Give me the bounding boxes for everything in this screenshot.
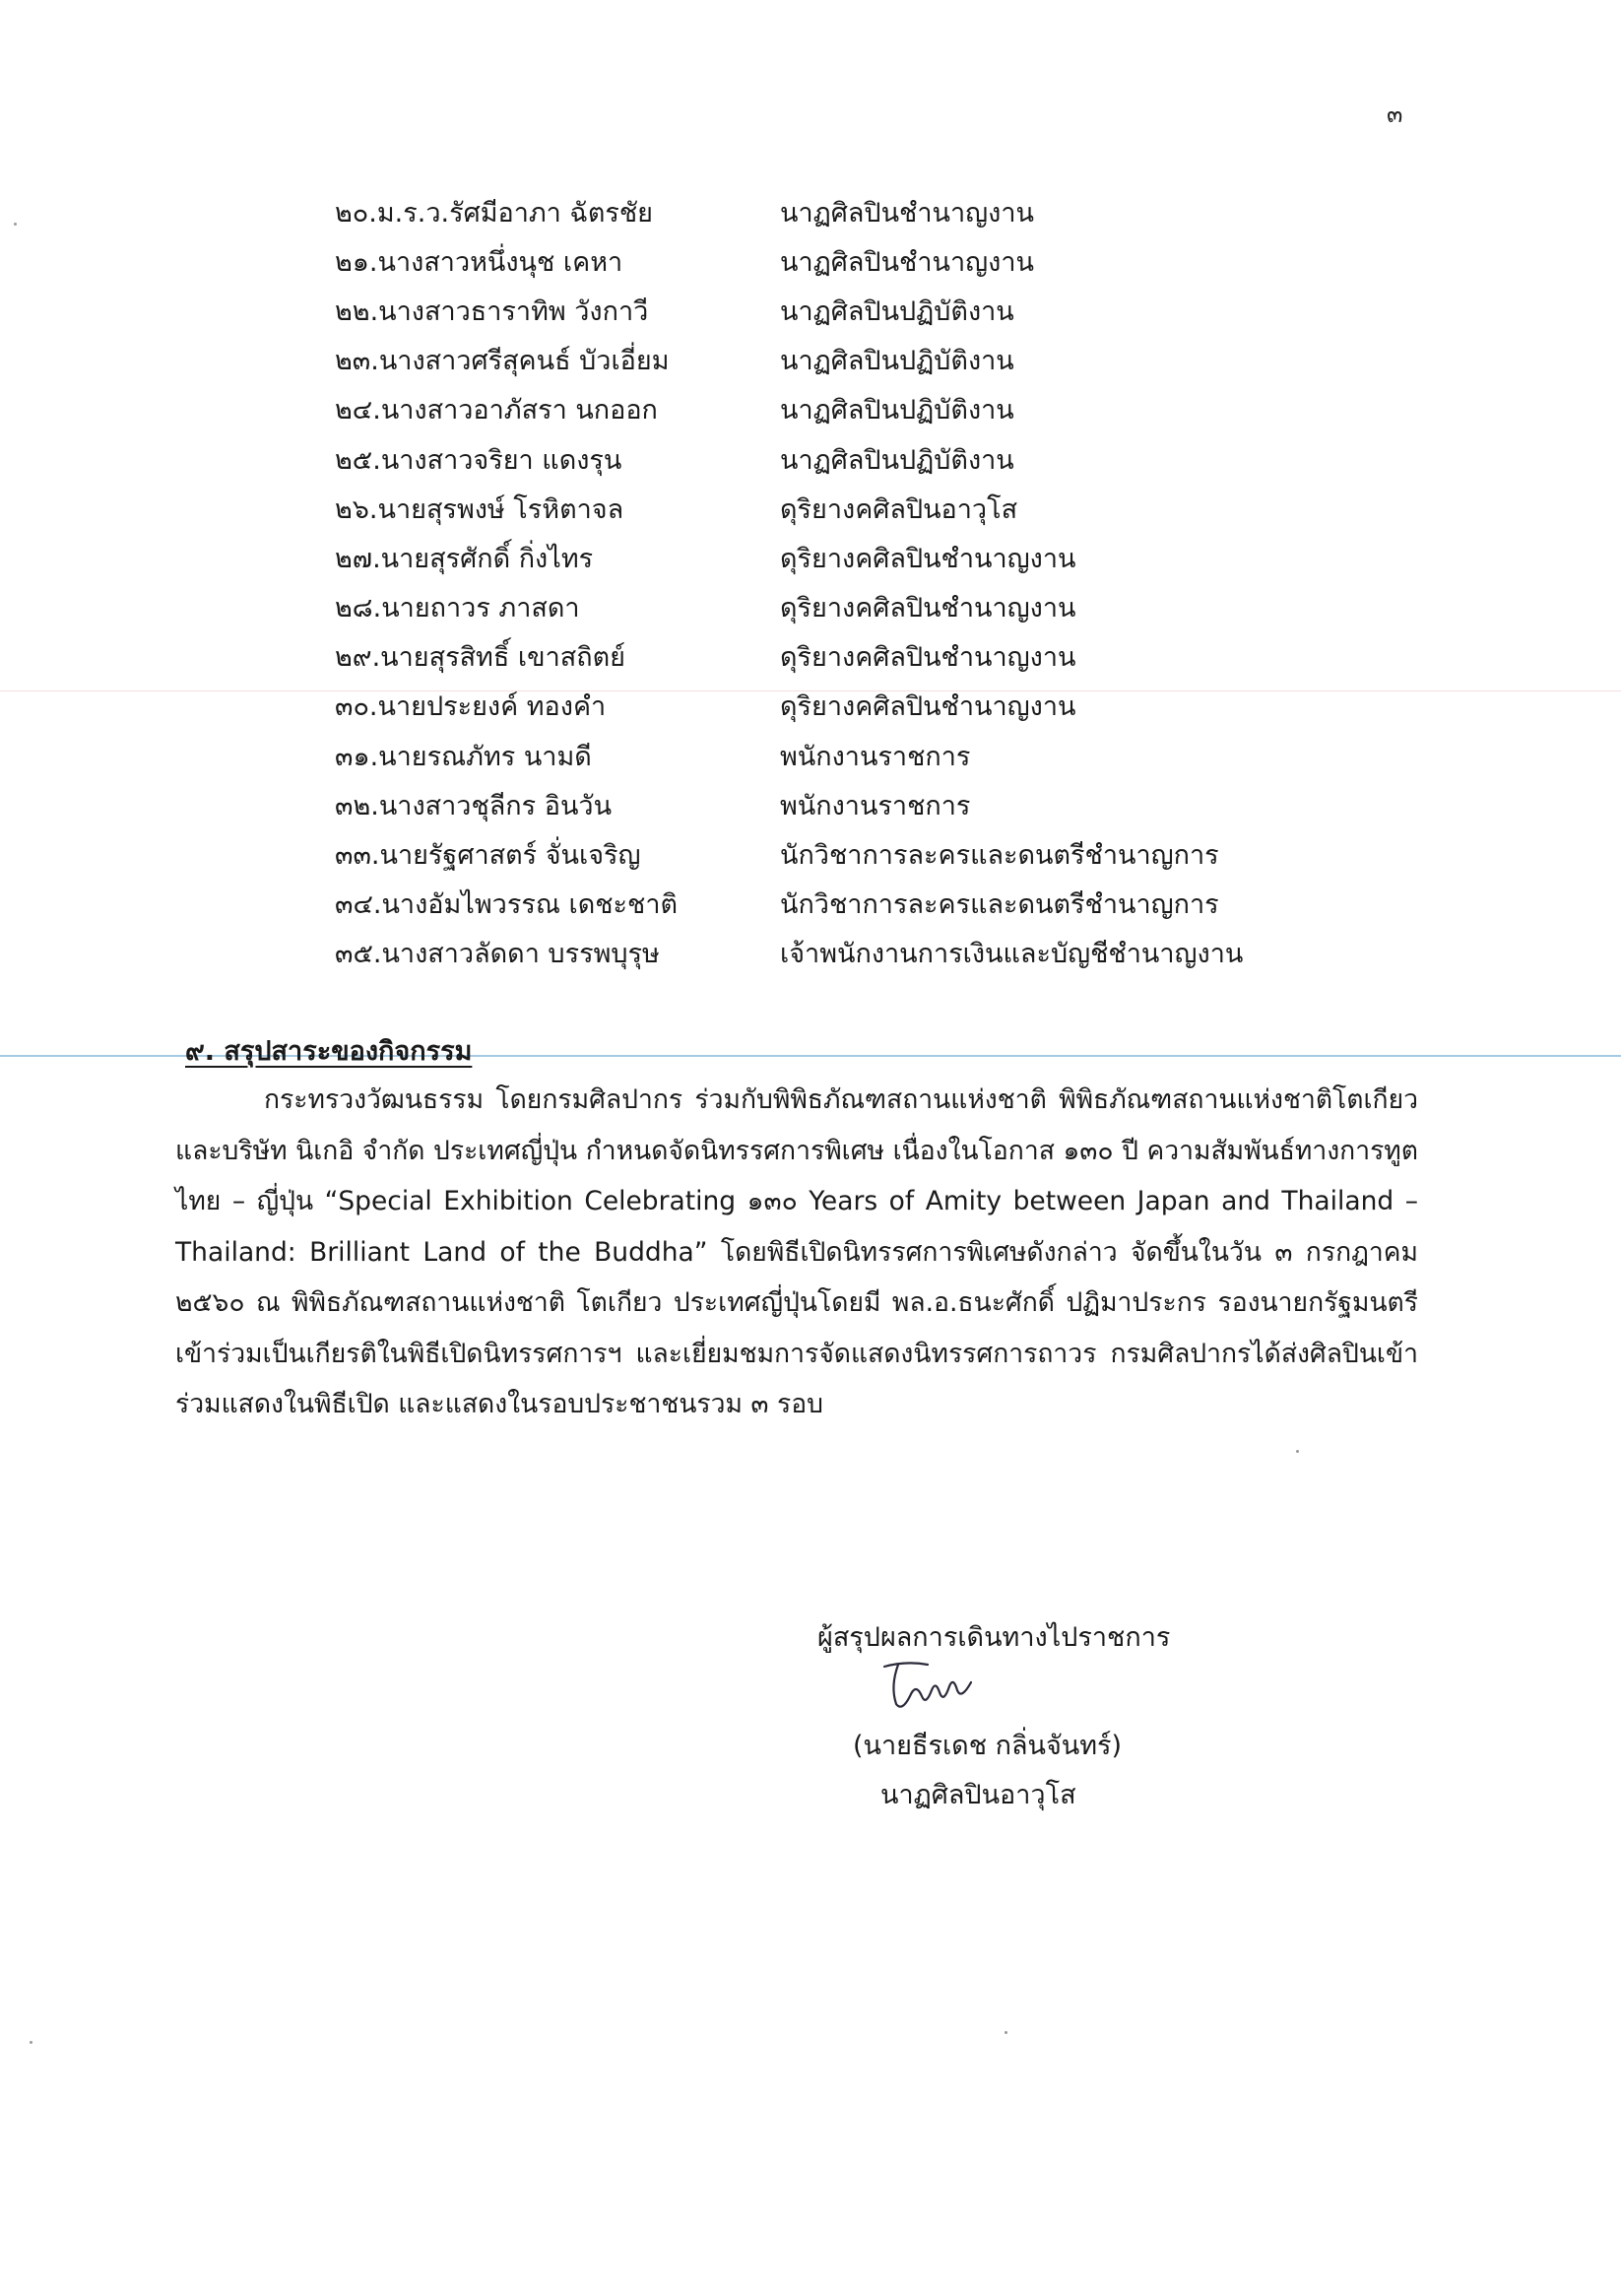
staff-name: ๓๐.นายประยงค์ ทองคำ: [335, 691, 607, 723]
scan-speck: [1296, 1450, 1299, 1453]
staff-name: ๒๑.นางสาวหนึ่งนุช เคหา: [335, 246, 623, 278]
signer-title: นาฏศิลปินอาวุโส: [880, 1780, 1076, 1810]
list-item: [335, 236, 1320, 286]
staff-name: ๒๓.นางสาวศรีสุคนธ์ บัวเอี่ยม: [335, 346, 670, 377]
staff-name: ๓๑.นายรณภัทร นามดี: [335, 741, 592, 772]
list-item: [335, 533, 1320, 582]
staff-position: นาฏศิลปินปฏิบัติงาน: [780, 295, 1014, 327]
staff-name: ๒๖.นายสุรพงษ์ โรหิตาจล: [335, 493, 624, 525]
staff-position: เจ้าพนักงานการเงินและบัญชีชำนาญงาน: [780, 939, 1244, 970]
list-item: [335, 829, 1320, 879]
signature-block: [817, 1615, 1251, 1820]
staff-position: นาฏศิลปินปฏิบัติงาน: [780, 395, 1014, 426]
staff-name: ๒๘.นายถาวร ภาสดา: [335, 593, 580, 624]
list-item: [335, 336, 1320, 385]
list-item: [335, 385, 1320, 434]
list-item: [335, 682, 1320, 731]
list-item: [335, 880, 1320, 929]
staff-position: ดุริยางคศิลปินชำนาญงาน: [780, 691, 1076, 723]
staff-name: ๒๐.ม.ร.ว.รัศมีอาภา ฉัตรชัย: [335, 197, 653, 229]
staff-position: นาฏศิลปินปฏิบัติงาน: [780, 444, 1014, 476]
list-item: [335, 286, 1320, 335]
signature-mark: [817, 1661, 1251, 1722]
list-item: [335, 929, 1320, 978]
staff-position: นาฏศิลปินปฏิบัติงาน: [780, 346, 1014, 377]
list-item: [335, 731, 1320, 780]
scan-speck: [30, 2041, 32, 2044]
staff-position: นักวิชาการละครและดนตรีชำนาญการ: [780, 889, 1219, 921]
signature-caption: ผู้สรุปผลการเดินทางไปราชการ: [817, 1622, 1171, 1653]
list-item: [335, 780, 1320, 829]
staff-position: พนักงานราชการ: [780, 741, 971, 772]
staff-name: ๒๗.นายสุรศักดิ์ กิ่งไทร: [335, 543, 594, 574]
section-heading: ๙. สรุปสาระของกิจกรรม: [185, 1036, 473, 1067]
staff-name: ๓๔.นางอัมไพวรรณ เดชะชาติ: [335, 889, 679, 921]
page-number: ๓: [1387, 100, 1403, 128]
staff-name: ๒๙.นายสุรสิทธิ์ เขาสถิตย์: [335, 642, 625, 674]
staff-name: ๓๕.นางสาวลัดดา บรรพบุรุษ: [335, 939, 660, 970]
list-item: [335, 632, 1320, 682]
scan-speck: [14, 223, 17, 226]
staff-position: พนักงานราชการ: [780, 790, 971, 821]
list-item: [335, 484, 1320, 533]
staff-position: ดุริยางคศิลปินชำนาญงาน: [780, 642, 1076, 674]
staff-name: ๒๒.นางสาวธาราทิพ วังกาวี: [335, 295, 649, 327]
staff-position: นักวิชาการละครและดนตรีชำนาญการ: [780, 840, 1219, 872]
staff-position: ดุริยางคศิลปินอาวุโส: [780, 493, 1018, 525]
list-item: [335, 434, 1320, 484]
staff-name: ๓๓.นายรัฐศาสตร์ จั่นเจริญ: [335, 840, 641, 872]
signer-name: (นายธีรเดช กลิ่นจันทร์): [853, 1731, 1123, 1761]
list-item: [335, 187, 1320, 236]
staff-list: [335, 187, 1320, 978]
staff-position: นาฏศิลปินชำนาญงาน: [780, 246, 1034, 278]
staff-name: ๒๕.นางสาวจริยา แดงรุน: [335, 444, 622, 476]
scan-artifact-line: [0, 690, 1621, 691]
staff-position: ดุริยางคศิลปินชำนาญงาน: [780, 593, 1076, 624]
handwritten-signature-icon: [876, 1657, 995, 1716]
staff-position: ดุริยางคศิลปินชำนาญงาน: [780, 543, 1076, 574]
section-body-text: กระทรวงวัฒนธรรม โดยกรมศิลปากร ร่วมกับพิพิธภัณฑสถานแห่งชาติ พิพิธภัณฑสถานแห่งชาติโตเกียว และบริษัท นิเกอิ จำกัด ประเทศญี่ปุ่น กำหนดจัดนิทรรศการพิเศษ เนื่องในโอกาส ๑๓๐ ปี ความสัมพันธ์ทางการทูตไทย – ญี่ปุ่น “Special Exhibition Celebrating ๑๓๐ Years of Amity between Japan and Thailand – Thailand: Brilliant Land of the Buddha” โดยพิธีเปิดนิทรรศการพิเศษดังกล่าว จัดขึ้นในวัน ๓ กรกฎาคม ๒๕๖๐ ณ พิพิธภัณฑสถานแห่งชาติ โตเกียว ประเทศญี่ปุ่นโดยมี พล.อ.ธนะศักดิ์ ปฏิมาประกร รองนายกรัฐมนตรี เข้าร่วมเป็นเกียรติในพิธีเปิดนิทรรศการฯ และเยี่ยมชมการจัดแสดงนิทรรศการถาวร กรมศิลปากรได้ส่งศิลปินเข้าร่วมแสดงในพิธีเปิด และแสดงในรอบประชาชนรวม ๓ รอบ: [175, 1084, 1418, 1419]
scan-speck: [1005, 2031, 1007, 2034]
staff-name: ๒๔.นางสาวอาภัสรา นกออก: [335, 395, 658, 426]
list-item: [335, 583, 1320, 632]
staff-position: นาฏศิลปินชำนาญงาน: [780, 197, 1034, 229]
staff-name: ๓๒.นางสาวชุลีกร อินวัน: [335, 790, 613, 821]
section-body: [175, 1075, 1418, 1430]
activity-summary-section: [175, 1029, 1418, 1430]
